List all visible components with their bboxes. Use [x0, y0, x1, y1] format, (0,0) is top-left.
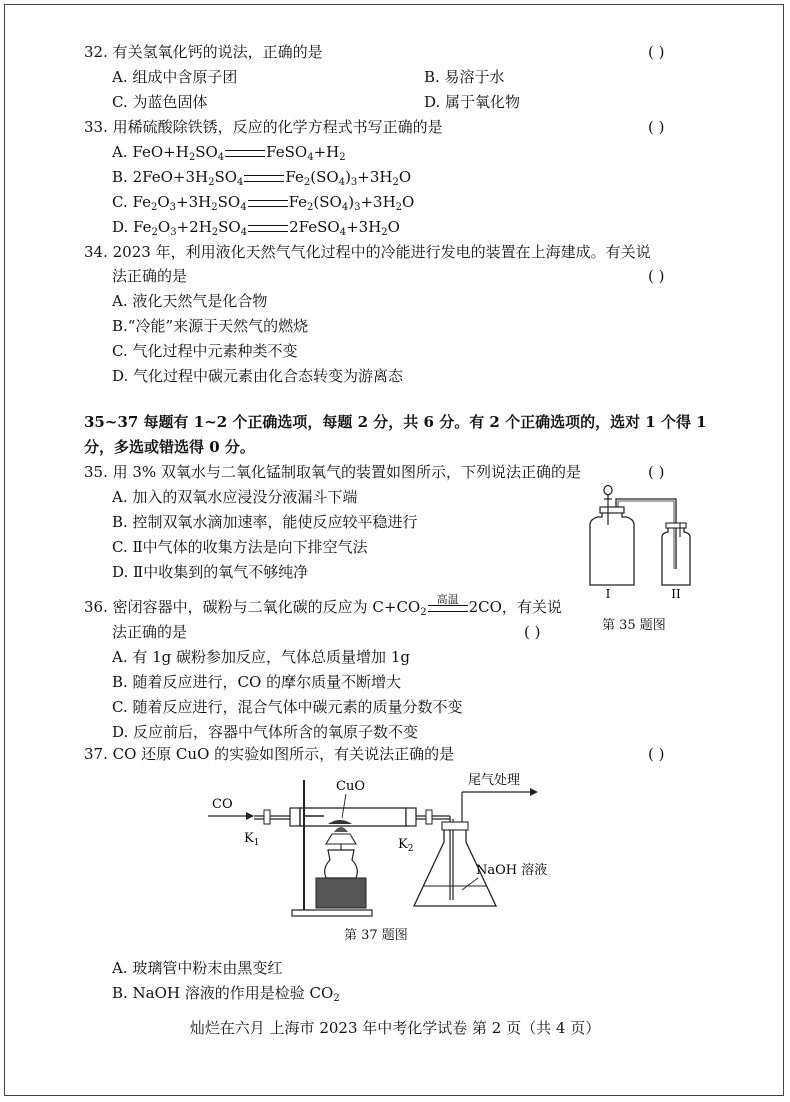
q32-stem: 32. 有关氢氧化钙的说法，正确的是 — [84, 43, 323, 61]
q34-stem-line1: 34. 2023 年，利用液化天然气气化过程中的冷能进行发电的装置在上海建成。有关说 — [84, 243, 651, 261]
q36-stem-line1: 36. 密闭容器中，碳粉与二氧化碳的反应为 $C+CO_2$ 高温 2CO，有关说 — [84, 597, 562, 617]
figure-35-label-ii: II — [671, 587, 681, 600]
q34-stem-line2: 法正确的是 — [112, 267, 188, 285]
q35-stem: 35. 用 3% 双氧水与二氧化锰制取氧气的装置如图所示，下列说法正确的是 — [84, 463, 581, 481]
q35-option-a: A. 加入的双氧水应浸没分液漏斗下端 — [112, 488, 358, 506]
section-instructions-line1: 35~37 每题有 1~2 个正确选项，每题 2 分，共 6 分。有 2 个正确选项的，选对 1 个得 1 — [84, 413, 707, 431]
q36-stem-line2: 法正确的是 — [112, 623, 188, 641]
q36-option-c: C. 随着反应进行，混合气体中碳元素的质量分数不变 — [112, 698, 463, 716]
q37-option-b: B. NaOH 溶液的作用是检验 $CO_2$ — [112, 984, 340, 1004]
section-instructions-line2: 分，多选或错选得 0 分。 — [84, 438, 255, 456]
q36-answer-paren: ( ) — [524, 623, 541, 641]
q37-stem: 37. CO 还原 CuO 的实验如图所示，有关说法正确的是 — [84, 745, 455, 763]
figure-37-caption: 第 37 题图 — [344, 928, 408, 943]
figure-35-caption: 第 35 题图 — [602, 618, 666, 633]
q32-answer-paren: ( ) — [648, 43, 665, 61]
q33-stem: 33. 用稀硫酸除铁锈，反应的化学方程式书写正确的是 — [84, 118, 443, 136]
q34-option-b: B.“冷能”来源于天然气的燃烧 — [112, 317, 309, 335]
q32-option-c: C. 为蓝色固体 — [112, 93, 208, 111]
q36-option-b: B. 随着反应进行，CO 的摩尔质量不断增大 — [112, 673, 402, 691]
figure-35-label-i: I — [605, 587, 611, 600]
q36-option-d: D. 反应前后，容器中气体所含的氧原子数不变 — [112, 723, 419, 741]
q35-option-b: B. 控制双氧水滴加速率，能使反应较平稳进行 — [112, 513, 418, 531]
q33-option-b: B. $2FeO+3H_2SO_4$ $Fe_2(SO_4)_3+3H_2O$ — [112, 168, 412, 188]
q34-option-a: A. 液化天然气是化合物 — [112, 292, 268, 310]
figure-37-label-naoh: NaOH 溶液 — [476, 863, 548, 878]
figure-37-label-exhaust: 尾气处理 — [468, 773, 521, 788]
q33-option-a: A. $FeO+H_2SO_4$ $FeSO_4+H_2$ — [112, 143, 346, 163]
q37-answer-paren: ( ) — [648, 745, 665, 763]
q36-condition: 高温 — [436, 592, 459, 606]
figure-37-label-cuo: CuO — [336, 779, 365, 794]
q35-option-c: C. Ⅱ中气体的收集方法是向下排空气法 — [112, 538, 368, 556]
q32-option-b: B. 易溶于水 — [424, 68, 505, 86]
figure-37-label-k2: $K_2$ — [398, 837, 414, 854]
q36-option-a: A. 有 1g 碳粉参加反应，气体总质量增加 1g — [112, 648, 410, 666]
q35-option-d: D. Ⅱ中收集到的氧气不够纯净 — [112, 563, 309, 581]
q32-option-d: D. 属于氧化物 — [424, 93, 521, 111]
q33-answer-paren: ( ) — [648, 118, 665, 136]
q33-option-d: D. $Fe_2O_3+2H_2SO_4$ $2FeSO_4+3H_2O$ — [112, 218, 400, 238]
page-footer: 灿烂在六月 上海市 2023 年中考化学试卷 第 2 页（共 4 页） — [189, 1019, 601, 1037]
figure-37-apparatus — [200, 770, 560, 920]
q32-option-a: A. 组成中含原子团 — [112, 68, 238, 86]
figure-37-label-co: CO — [212, 797, 233, 812]
q33-option-c: C. $Fe_2O_3+3H_2SO_4$ $Fe_2(SO_4)_3+3H_2O$ — [112, 193, 415, 213]
q35-answer-paren: ( ) — [648, 463, 665, 481]
q34-answer-paren: ( ) — [648, 267, 665, 285]
figure-35-apparatus — [578, 485, 708, 600]
figure-37-label-k1: $K_1$ — [244, 831, 260, 848]
q34-option-d: D. 气化过程中碳元素由化合态转变为游离态 — [112, 367, 404, 385]
q37-option-a: A. 玻璃管中粉末由黑变红 — [112, 959, 283, 977]
q34-option-c: C. 气化过程中元素种类不变 — [112, 342, 298, 360]
